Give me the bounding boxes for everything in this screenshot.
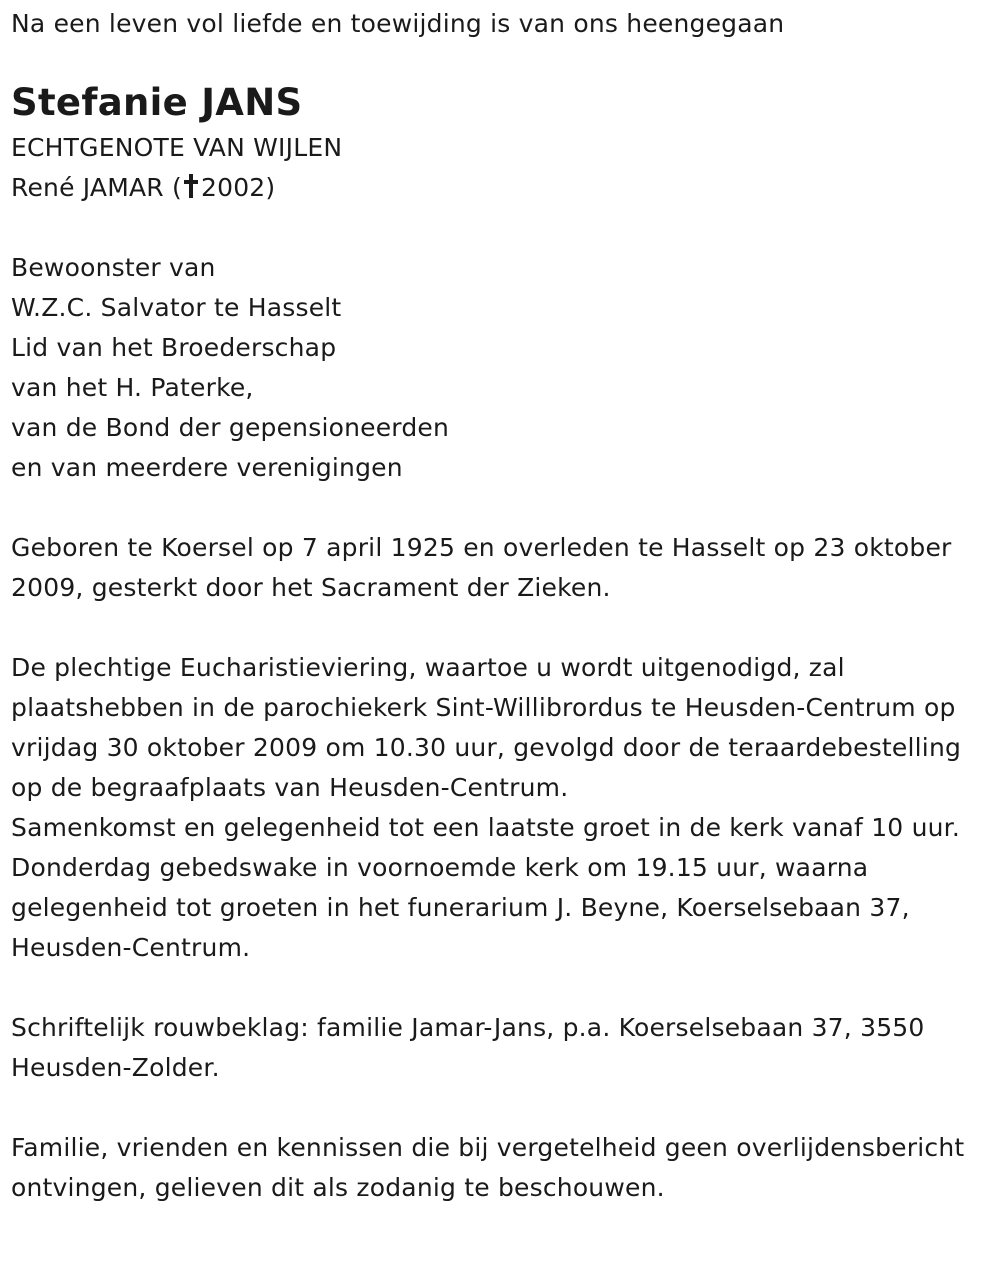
condolences-paragraph: Schriftelijk rouwbeklag: familie Jamar-Jans, p.a. Koerselsebaan 37, 3550 Heusden-Zolder.: [11, 1013, 925, 1082]
affiliation-line: Lid van het Broederschap: [11, 333, 337, 362]
intro-line: Na een leven vol liefde en toewijding is van ons heengegaan: [11, 9, 785, 38]
affiliation-line: W.Z.C. Salvator te Hasselt: [11, 293, 342, 322]
cross-icon: [184, 174, 198, 198]
spacer: [11, 208, 991, 248]
spacer: [11, 968, 991, 1008]
affiliation-line: van het H. Paterke,: [11, 373, 254, 402]
relation-line: ECHTGENOTE VAN WIJLEN: [11, 133, 343, 162]
spacer: [11, 488, 991, 528]
spacer: [11, 1088, 991, 1128]
closing-paragraph: Familie, vrienden en kennissen die bij vergetelheid geen overlijdensbericht ontvingen, gelieven dit als zodanig te beschouwen.: [11, 1133, 965, 1202]
spouse-death-year: 2002): [200, 173, 276, 202]
ceremony-paragraph: De plechtige Eucharistieviering, waartoe u wordt uitgenodigd, zal plaatshebben in de parochiekerk Sint-Willibrordus te Heusden-Centrum op vrijdag 30 oktober 2009 om 10.30 uur, gevolgd door de teraardebestelling op de begraafplaats van Heusden-Centrum.: [11, 653, 962, 802]
spouse-line: [11, 168, 991, 208]
affiliation-line: Bewoonster van: [11, 253, 216, 282]
spacer: [11, 608, 991, 648]
vigil-paragraph: Donderdag gebedswake in voornoemde kerk om 19.15 uur, waarna gelegenheid tot groeten in het funerarium J. Beyne, Koerselsebaan 37, Heusden-Centrum.: [11, 853, 910, 962]
gathering-paragraph: Samenkomst en gelegenheid tot een laatste groet in de kerk vanaf 10 uur.: [11, 813, 960, 842]
affiliation-line: en van meerdere verenigingen: [11, 453, 403, 482]
spouse-name: René JAMAR (: [11, 173, 182, 202]
deceased-name: Stefanie JANS: [11, 81, 303, 124]
obituary-document: [11, 4, 991, 1208]
birth-death-paragraph: Geboren te Koersel op 7 april 1925 en overleden te Hasselt op 23 oktober 2009, gesterkt door het Sacrament der Zieken.: [11, 533, 952, 602]
ceremony-block: [11, 648, 991, 968]
affiliation-line: van de Bond der gepensioneerden: [11, 413, 450, 442]
affiliations-block: [11, 248, 991, 488]
